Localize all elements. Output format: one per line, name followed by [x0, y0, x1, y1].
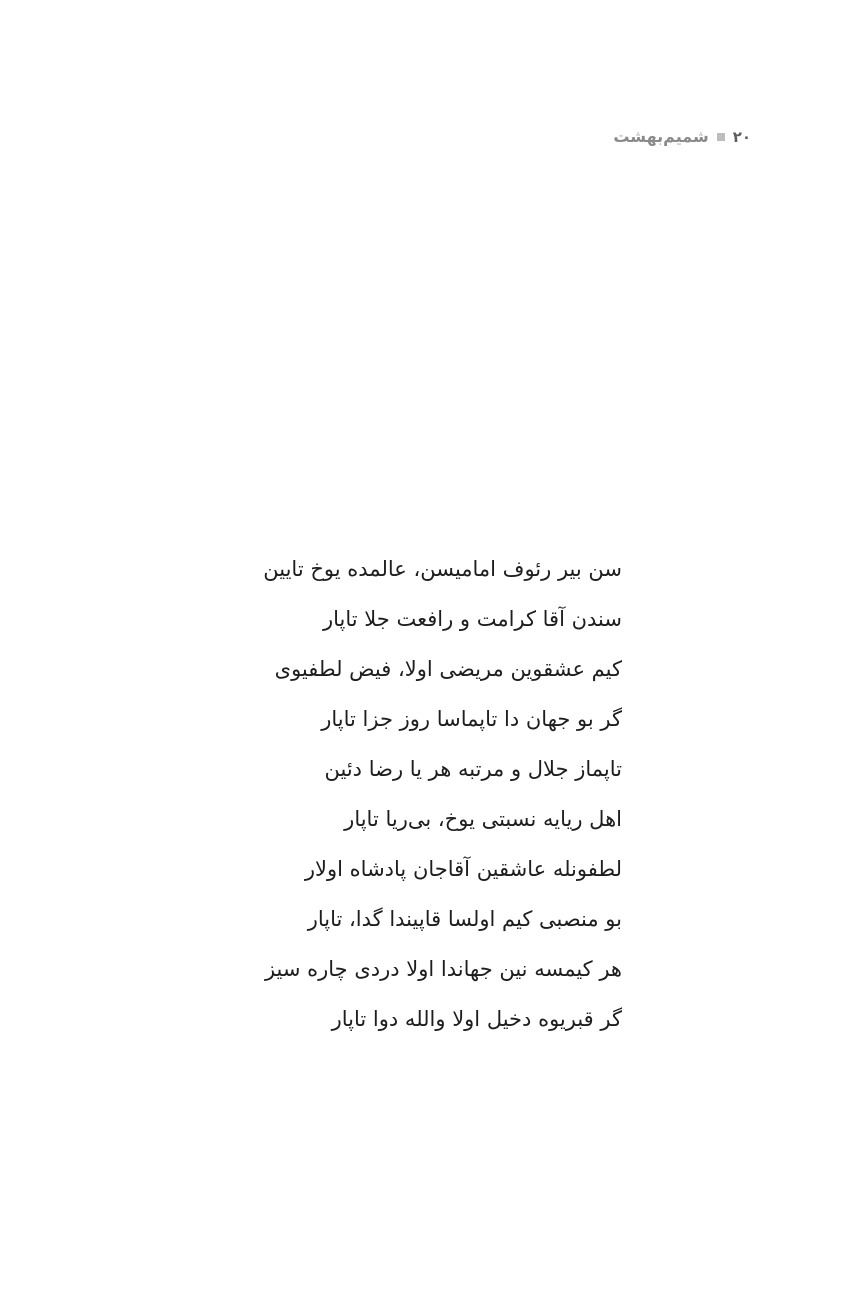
square-bullet-icon — [717, 133, 725, 141]
poem-line: گر قبریوه دخیل اولا والله دوا تاپار — [331, 1007, 622, 1031]
poem-line: اهل ریایه نسبتی یوخ، بی‌ریا تاپار — [344, 807, 622, 831]
poem-line: سن بیر رئوف امامیسن، عالمده یوخ تایین — [263, 557, 622, 581]
page-number: ۲۰ — [732, 128, 751, 146]
poem-block — [263, 544, 622, 1044]
poem-line: لطفونله عاشقین آقاجان پادشاه اولار — [304, 857, 622, 881]
book-title: شمیم‌بهشت — [613, 127, 709, 146]
poem-line: گر بو جهان دا تاپماسا روز جزا تاپار — [321, 707, 622, 731]
poem-line: سندن آقا کرامت و رافعت جلا تاپار — [322, 607, 622, 631]
poem-line: تاپماز جلال و مرتبه هر یا رضا دئین — [324, 757, 622, 781]
poem-line: بو منصبی کیم اولسا قاپیندا گدا، تاپار — [307, 907, 622, 931]
poem-line: کیم عشقوین مریضی اولا، فیض لطفیوی — [274, 657, 622, 681]
poem-line: هر کیمسه نین جهاندا اولا دردی چاره سیز — [264, 957, 622, 981]
running-header — [613, 126, 751, 148]
